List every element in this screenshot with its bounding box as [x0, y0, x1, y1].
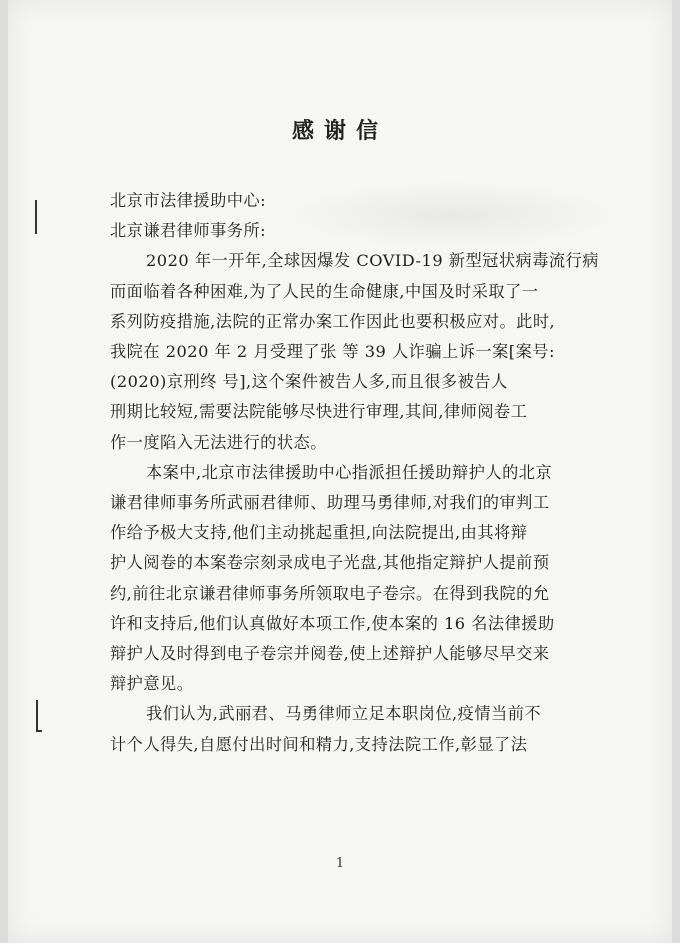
- paragraph-line: (2020)京刑终 号],这个案件被告人多,而且很多被告人: [110, 372, 508, 392]
- binding-mark-bottom: [36, 700, 38, 732]
- paragraph-line: 2020 年一开年,全球因爆发 COVID-19 新型冠状病毒流行病: [146, 251, 599, 271]
- paragraph-line: 辩护意见。: [110, 674, 194, 694]
- binding-mark-top: [35, 200, 37, 234]
- letter-body: [110, 186, 610, 760]
- paragraph-line: 系列防疫措施,法院的正常办案工作因此也要积极应对。此时,: [110, 311, 556, 331]
- letter-page: [8, 0, 672, 943]
- salutation-line: 北京谦君律师事务所:: [110, 221, 267, 241]
- paragraph-line: 而面临着各种困难,为了人民的生命健康,中国及时采取了一: [110, 281, 539, 301]
- paragraph-line: 作一度陷入无法进行的状态。: [110, 432, 327, 452]
- paragraph-line: 辩护人及时得到电子卷宗并阅卷,使上述辩护人能够尽早交来: [110, 644, 550, 664]
- paragraph-line: 计个人得失,自愿付出时间和精力,支持法院工作,彰显了法: [110, 734, 528, 754]
- paragraph-line: 我院在 2020 年 2 月受理了张 等 39 人诈骗上诉一案[案号:: [110, 342, 555, 362]
- paragraph-line: 我们认为,武丽君、马勇律师立足本职岗位,疫情当前不: [146, 704, 542, 724]
- paragraph-line: 约,前往北京谦君律师事务所领取电子卷宗。在得到我院的允: [110, 583, 550, 603]
- paragraph-line: 谦君律师事务所武丽君律师、助理马勇律师,对我们的审判工: [110, 493, 550, 513]
- paragraph-line: 护人阅卷的本案卷宗刻录成电子光盘,其他指定辩护人提前预: [110, 553, 550, 573]
- paragraph-line: 作给予极大支持,他们主动挑起重担,向法院提出,由其将辩: [110, 523, 528, 543]
- page-number: 1: [335, 856, 345, 871]
- paragraph-line: 许和支持后,他们认真做好本项工作,使本案的 16 名法律援助: [110, 613, 555, 633]
- letter-title: 感谢信: [291, 118, 388, 144]
- paragraph-line: 刑期比较短,需要法院能够尽快进行审理,其间,律师阅卷工: [110, 402, 528, 422]
- salutation-line: 北京市法律援助中心:: [110, 191, 267, 210]
- paragraph-line: 本案中,北京市法律援助中心指派担任援助辩护人的北京: [146, 462, 553, 482]
